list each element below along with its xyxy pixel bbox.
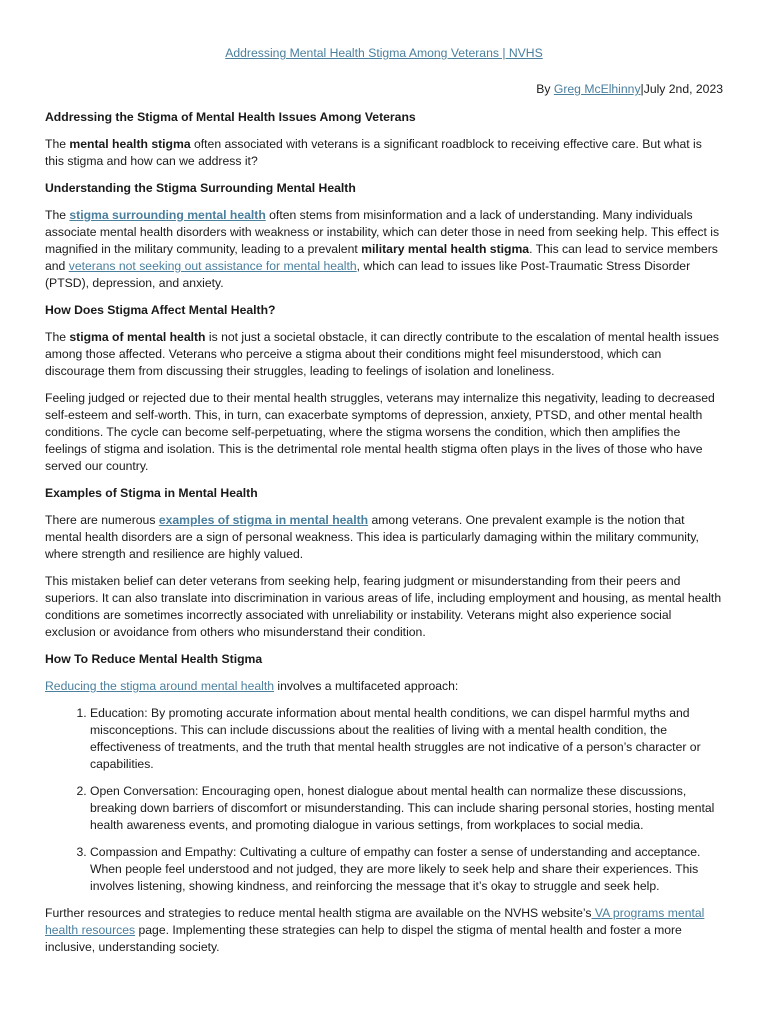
affect-paragraph-2: Feeling judged or rejected due to their mental health struggles, veterans may internalize this negativity, leading to decreased self-esteem and self-worth. This, in turn, can exacerbate symptoms of depression, anxiety, PTSD, and other mental health conditions. The cycle can become self-perpetuating, where the stigma worsens the condition, which then amplifies the feelings of stigma and isolation. This is the detrimental role mental health stigma often plays in the lives of those who have served our country. <box>45 391 715 473</box>
article-title: Addressing the Stigma of Mental Health Issues Among Veterans <box>45 110 416 124</box>
understanding-text-3: . This can lead to service members and <box>45 242 718 273</box>
examples-text-2: among veterans. One prevalent example is the notion that mental health disorders are a sign of personal weakness. This idea is particularly damaging within the military community, where strength and resilience are highly valued. <box>45 513 699 561</box>
list-item-open-conversation: 2. Open Conversation: Encouraging open, honest dialogue about mental health can normalize these discussions, breaking down barriers of discomfort or misunderstanding. This can include sharing personal stories, hosting mental health awareness events, and promoting dialogue in various settings, from workplaces to social media. <box>90 783 723 834</box>
list-item-education: 1. Education: By promoting accurate information about mental health conditions, we can dispel harmful myths and misconceptions. This can include discussions about the realities of living with a mental health condition, the effectiveness of treatments, and the truth that mental health struggles are not indicative of a person’s character or capabilities. <box>90 705 723 773</box>
byline-prefix: By <box>536 82 554 96</box>
author-link[interactable]: Greg McElhinny <box>553 82 641 96</box>
title-line <box>45 45 723 62</box>
section-heading-understanding: Understanding the Stigma Surrounding Mental Health <box>45 181 356 195</box>
reduce-intro <box>45 678 723 695</box>
reducing-stigma-link[interactable]: Reducing the stigma around mental health <box>45 679 274 693</box>
byline-separator: | <box>640 82 644 96</box>
understanding-text-1: The <box>45 208 70 222</box>
strategies-list <box>45 705 723 895</box>
closing-text-1: Further resources and strategies to reduce mental health stigma are available on the NVHS website’s <box>45 906 592 920</box>
intro-paragraph <box>45 136 723 170</box>
va-programs-link[interactable]: VA programs mental health resources <box>45 906 705 937</box>
affect-text-1: The <box>45 330 70 344</box>
understanding-text-2: often stems from misinformation and a lack of understanding. Many individuals associate mental health disorders with weakness or instability, which can deter those in need from seeking help. This effect is magnified in the military community, leading to a prevalent <box>45 208 720 256</box>
stigma-surrounding-link[interactable]: stigma surrounding mental health <box>69 208 266 222</box>
veterans-assistance-link[interactable]: veterans not seeking out assistance for mental health <box>68 259 357 273</box>
understanding-text-4: , which can lead to issues like Post-Traumatic Stress Disorder (PTSD), depression, and anxiety. <box>45 259 691 290</box>
reduce-intro-text: involves a multifaceted approach: <box>274 679 459 693</box>
understanding-paragraph <box>45 207 723 292</box>
closing-text-2: page. Implementing these strategies can help to dispel the stigma of mental health and foster a more inclusive, understanding society. <box>45 923 682 954</box>
intro-text-2: often associated with veterans is a significant roadblock to receiving effective care. But what is this stigma and how can we address it? <box>45 137 702 168</box>
section-heading-affect: How Does Stigma Affect Mental Health? <box>45 303 276 317</box>
examples-stigma-link[interactable]: examples of stigma in mental health <box>158 513 369 527</box>
closing-paragraph <box>45 905 723 956</box>
title-link[interactable]: Addressing Mental Health Stigma Among Veterans | NVHS <box>225 46 543 60</box>
affect-text-2: is not just a societal obstacle, it can directly contribute to the escalation of mental health issues among those affected. Veterans who perceive a stigma about their conditions might feel misunderstood, which can discourage them from discussing their struggles, leading to feelings of isolation and loneliness. <box>45 330 720 378</box>
examples-paragraph-2: This mistaken belief can deter veterans from seeking help, fearing judgment or misunderstanding from their peers and superiors. It can also translate into discrimination in various areas of life, including employment and housing, as mental health conditions are sometimes incorrectly associated with unreliability or instability. Veterans might also experience social exclusion or avoidance from others who misunderstand their condition. <box>45 574 722 639</box>
affect-paragraph-1 <box>45 329 723 380</box>
examples-text-1: There are numerous <box>45 513 159 527</box>
section-heading-examples: Examples of Stigma in Mental Health <box>45 486 258 500</box>
list-item-compassion: 3. Compassion and Empathy: Cultivating a culture of empathy can foster a sense of understanding and acceptance. When people feel understood and not judged, they are more likely to seek help and share their experiences. This involves listening, showing kindness, and reinforcing the message that it’s okay to struggle and seek help. <box>90 844 723 895</box>
affect-bold: stigma of mental health <box>69 330 206 344</box>
examples-paragraph-1 <box>45 512 723 563</box>
intro-text-1: The <box>45 137 70 151</box>
intro-bold: mental health stigma <box>69 137 191 151</box>
document-page <box>45 0 723 956</box>
byline <box>45 81 723 98</box>
section-heading-reduce: How To Reduce Mental Health Stigma <box>45 652 263 666</box>
publish-date: July 2nd, 2023 <box>643 82 723 96</box>
understanding-bold: military mental health stigma <box>361 242 530 256</box>
